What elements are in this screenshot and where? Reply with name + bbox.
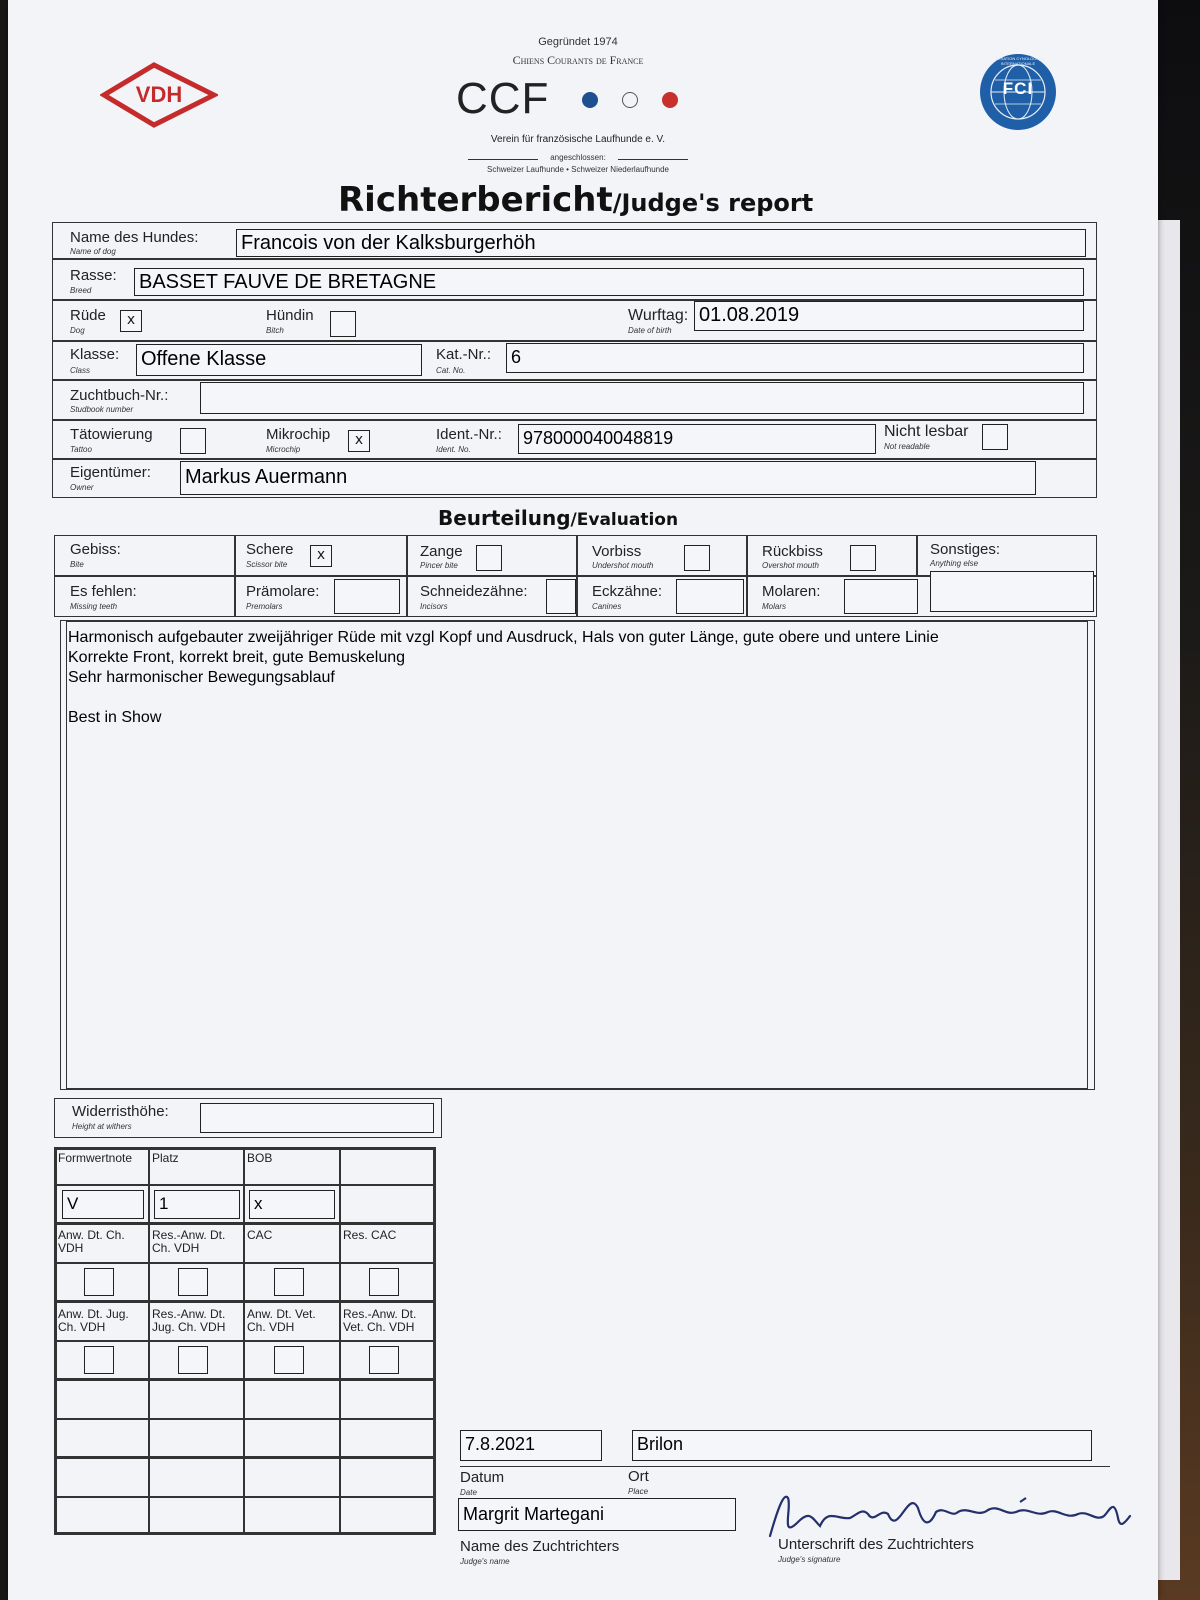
res-anw-jug-label: Res.-Anw. Dt. Jug. Ch. VDH — [152, 1307, 226, 1334]
withers-sub: Height at withers — [72, 1122, 132, 1131]
evaluation-line-3: Sehr harmonischer Bewegungsablauf — [68, 669, 335, 686]
studbook-label: Zuchtbuch-Nr.: — [70, 387, 169, 404]
affiliated-rule-left — [468, 159, 538, 160]
class-field[interactable]: Offene Klasse — [136, 344, 422, 376]
cat-no-label: Kat.-Nr.: — [436, 346, 492, 363]
evaluation-text-area[interactable] — [66, 621, 1088, 1089]
overshot-checkbox[interactable] — [850, 545, 876, 571]
pincer-label: Zange — [420, 543, 463, 560]
res-cac-label: Res. CAC — [343, 1228, 397, 1242]
evaluation-title-de: Beurteilung — [438, 506, 571, 530]
judge-report-page — [8, 0, 1158, 1600]
place-field[interactable]: 1 — [154, 1190, 240, 1219]
row-divider — [54, 1262, 436, 1264]
studbook-field[interactable] — [200, 382, 1084, 414]
bite-sub: Bite — [70, 560, 84, 569]
fci-logo-text: FCI — [1002, 79, 1034, 98]
report-title-de: Richterbericht — [338, 180, 613, 220]
place-field[interactable]: Brilon — [632, 1430, 1092, 1461]
res-anw-vet-label: Res.-Anw. Dt. Vet. Ch. VDH — [343, 1307, 417, 1334]
bob-label: BOB — [247, 1151, 273, 1165]
res-anw-jug-checkbox[interactable] — [178, 1346, 208, 1374]
row-divider — [54, 1496, 436, 1498]
owner-label: Eigentümer: — [70, 464, 151, 481]
anw-vet-checkbox[interactable] — [274, 1346, 304, 1374]
judge-signature — [758, 1478, 1148, 1558]
res-anw-ch-checkbox[interactable] — [178, 1268, 208, 1296]
dog-name-label: Name des Hundes: — [70, 229, 199, 246]
other-sub: Anything else — [930, 559, 979, 568]
withers-field[interactable] — [200, 1103, 434, 1133]
row-divider — [54, 1456, 436, 1459]
missing-teeth-label: Es fehlen: — [70, 583, 137, 600]
pincer-checkbox[interactable] — [476, 545, 502, 571]
evaluation-title — [438, 506, 678, 530]
unreadable-label: Nicht lesbar — [884, 423, 969, 440]
undershot-label: Vorbiss — [592, 543, 642, 560]
fci-logo — [978, 52, 1058, 132]
judge-name-label: Name des Zuchtrichters — [460, 1538, 620, 1555]
date-sub: Date — [460, 1488, 477, 1497]
canine-label: Eckzähne: — [592, 583, 663, 600]
canine-sub: Canines — [592, 602, 622, 611]
other-field[interactable] — [930, 571, 1094, 612]
row-divider — [54, 1378, 436, 1381]
row-divider — [52, 419, 1097, 421]
grade-field[interactable]: V — [62, 1190, 144, 1219]
ccf-full-name: Chiens Courants de France — [512, 53, 644, 67]
tattoo-label: Tätowierung — [70, 426, 153, 443]
row-divider — [54, 1222, 436, 1225]
ccf-logo-text: CCF — [456, 74, 550, 123]
female-checkbox[interactable] — [330, 311, 356, 337]
premolar-sub: Premolars — [246, 602, 283, 611]
tattoo-sub: Tattoo — [70, 445, 92, 454]
row-divider — [54, 1300, 436, 1303]
premolar-field[interactable] — [334, 579, 400, 614]
col-divider — [916, 535, 918, 575]
canine-field[interactable] — [676, 579, 744, 614]
affiliated-text: angeschlossen: — [550, 153, 606, 162]
row-divider — [52, 458, 1097, 460]
club-name: Verein für französische Laufhunde e. V. — [490, 134, 666, 145]
scissor-sub: Scissor bite — [246, 560, 288, 569]
row-divider — [52, 340, 1097, 342]
anw-vet-label: Anw. Dt. Vet. Ch. VDH — [247, 1307, 316, 1334]
col-divider — [746, 535, 748, 617]
row-divider — [52, 379, 1097, 381]
tattoo-checkbox[interactable] — [180, 428, 206, 454]
date-label: Datum — [460, 1469, 505, 1486]
withers-label: Widerristhöhe: — [72, 1103, 169, 1120]
dob-sub: Date of birth — [628, 326, 672, 335]
place-label: Platz — [152, 1151, 179, 1165]
res-anw-ch-label: Res.-Anw. Dt. Ch. VDH — [152, 1228, 226, 1255]
incisor-field[interactable] — [546, 579, 576, 614]
incisor-label: Schneidezähne: — [420, 583, 528, 600]
ident-field[interactable]: 978000040048819 — [518, 424, 876, 454]
bob-field[interactable]: x — [249, 1190, 335, 1219]
male-label: Rüde — [70, 307, 106, 324]
molar-field[interactable] — [844, 579, 918, 614]
premolar-label: Prämolare: — [246, 583, 320, 600]
owner-sub: Owner — [70, 483, 94, 492]
ccf-blue-dot-icon — [582, 92, 598, 108]
studbook-sub: Studbook number — [70, 405, 134, 414]
dob-label: Wurftag: — [628, 307, 689, 324]
bite-label: Gebiss: — [70, 541, 121, 558]
cac-checkbox[interactable] — [274, 1268, 304, 1296]
overshot-label: Rückbiss — [762, 543, 823, 560]
ident-sub: Ident. No. — [436, 445, 471, 454]
signature-label: Unterschrift des Zuchtrichters — [778, 1536, 974, 1553]
row-divider — [54, 1340, 436, 1342]
evaluation-line-2: Korrekte Front, korrekt breit, gute Bemuskelung — [68, 649, 406, 666]
col-divider — [576, 535, 578, 617]
undershot-sub: Undershot mouth — [592, 561, 654, 570]
molar-sub: Molars — [762, 602, 787, 611]
anw-jug-label: Anw. Dt. Jug. Ch. VDH — [58, 1307, 129, 1334]
pincer-sub: Pincer bite — [420, 561, 458, 570]
founded-text: Gegründet 1974 — [538, 36, 618, 48]
chip-label: Mikrochip — [266, 426, 331, 443]
evaluation-line-5: Best in Show — [68, 709, 162, 726]
dog-name-sub: Name of dog — [70, 247, 116, 256]
owner-field[interactable]: Markus Auermann — [180, 461, 1036, 495]
class-sub: Class — [70, 366, 91, 375]
other-label: Sonstiges: — [930, 541, 1001, 558]
place-label: Ort — [628, 1468, 649, 1485]
row-divider — [54, 1418, 436, 1420]
chip-checkbox[interactable]: x — [348, 430, 370, 452]
place-sub: Place — [628, 1487, 649, 1496]
female-label: Hündin — [266, 307, 314, 324]
vdh-logo-text: VDH — [135, 82, 183, 107]
overshot-sub: Overshot mouth — [762, 561, 819, 570]
breed-label: Rasse: — [70, 267, 117, 284]
fci-ring-text: FÉDÉRATION CYNOLOGIQUE INTERNATIONALE — [989, 56, 1047, 66]
dog-name-field[interactable]: Francois von der Kalksburgerhöh — [236, 229, 1086, 257]
scissor-label: Schere — [246, 541, 294, 558]
male-sub: Dog — [70, 326, 85, 335]
unreadable-sub: Not readable — [884, 442, 930, 451]
cac-label: CAC — [247, 1228, 273, 1242]
breed-sub: Breed — [70, 286, 92, 295]
res-anw-vet-checkbox[interactable] — [369, 1346, 399, 1374]
male-checkbox[interactable]: x — [120, 310, 142, 332]
row-divider — [52, 258, 1097, 260]
evaluation-line-1: Harmonisch aufgebauter zweijähriger Rüde mit vzgl Kopf und Ausdruck, Hals von guter Länge, gute obere und untere Linie — [68, 629, 939, 646]
undershot-checkbox[interactable] — [684, 545, 710, 571]
dob-field[interactable]: 01.08.2019 — [694, 301, 1084, 331]
anw-ch-label: Anw. Dt. Ch. VDH — [58, 1228, 125, 1255]
cat-no-field[interactable]: 6 — [506, 343, 1084, 373]
report-title — [338, 180, 813, 220]
grade-label: Formwertnote — [58, 1151, 133, 1165]
cat-no-sub: Cat. No. — [436, 366, 466, 375]
molar-label: Molaren: — [762, 583, 821, 600]
ccf-red-dot-icon — [662, 92, 678, 108]
breed-field[interactable]: BASSET FAUVE DE BRETAGNE — [134, 268, 1084, 296]
evaluation-title-en: /Evaluation — [570, 510, 679, 530]
col-divider — [234, 535, 236, 617]
vdh-logo — [100, 60, 218, 130]
date-place-rule — [460, 1466, 1110, 1467]
date-field[interactable]: 7.8.2021 — [460, 1430, 602, 1461]
row-divider — [54, 1184, 436, 1186]
chip-sub: Microchip — [266, 445, 301, 454]
missing-teeth-sub: Missing teeth — [70, 602, 118, 611]
anw-ch-checkbox[interactable] — [84, 1268, 114, 1296]
res-cac-checkbox[interactable] — [369, 1268, 399, 1296]
class-label: Klasse: — [70, 346, 120, 363]
judge-name-field[interactable]: Margrit Martegani — [458, 1498, 736, 1531]
anw-jug-checkbox[interactable] — [84, 1346, 114, 1374]
report-title-en: /Judge's report — [612, 189, 814, 217]
signature-sub: Judge's signature — [778, 1555, 841, 1564]
ccf-white-dot-icon — [622, 92, 638, 108]
unreadable-checkbox[interactable] — [982, 424, 1008, 450]
ident-label: Ident.-Nr.: — [436, 426, 502, 443]
scissor-checkbox[interactable]: x — [310, 545, 332, 567]
judge-name-sub: Judge's name — [460, 1557, 510, 1566]
incisor-sub: Incisors — [420, 602, 448, 611]
col-divider — [406, 535, 408, 617]
affiliates-text: Schweizer Laufhunde • Schweizer Niederlaufhunde — [486, 165, 670, 174]
affiliated-rule-right — [618, 159, 688, 160]
female-sub: Bitch — [266, 326, 284, 335]
